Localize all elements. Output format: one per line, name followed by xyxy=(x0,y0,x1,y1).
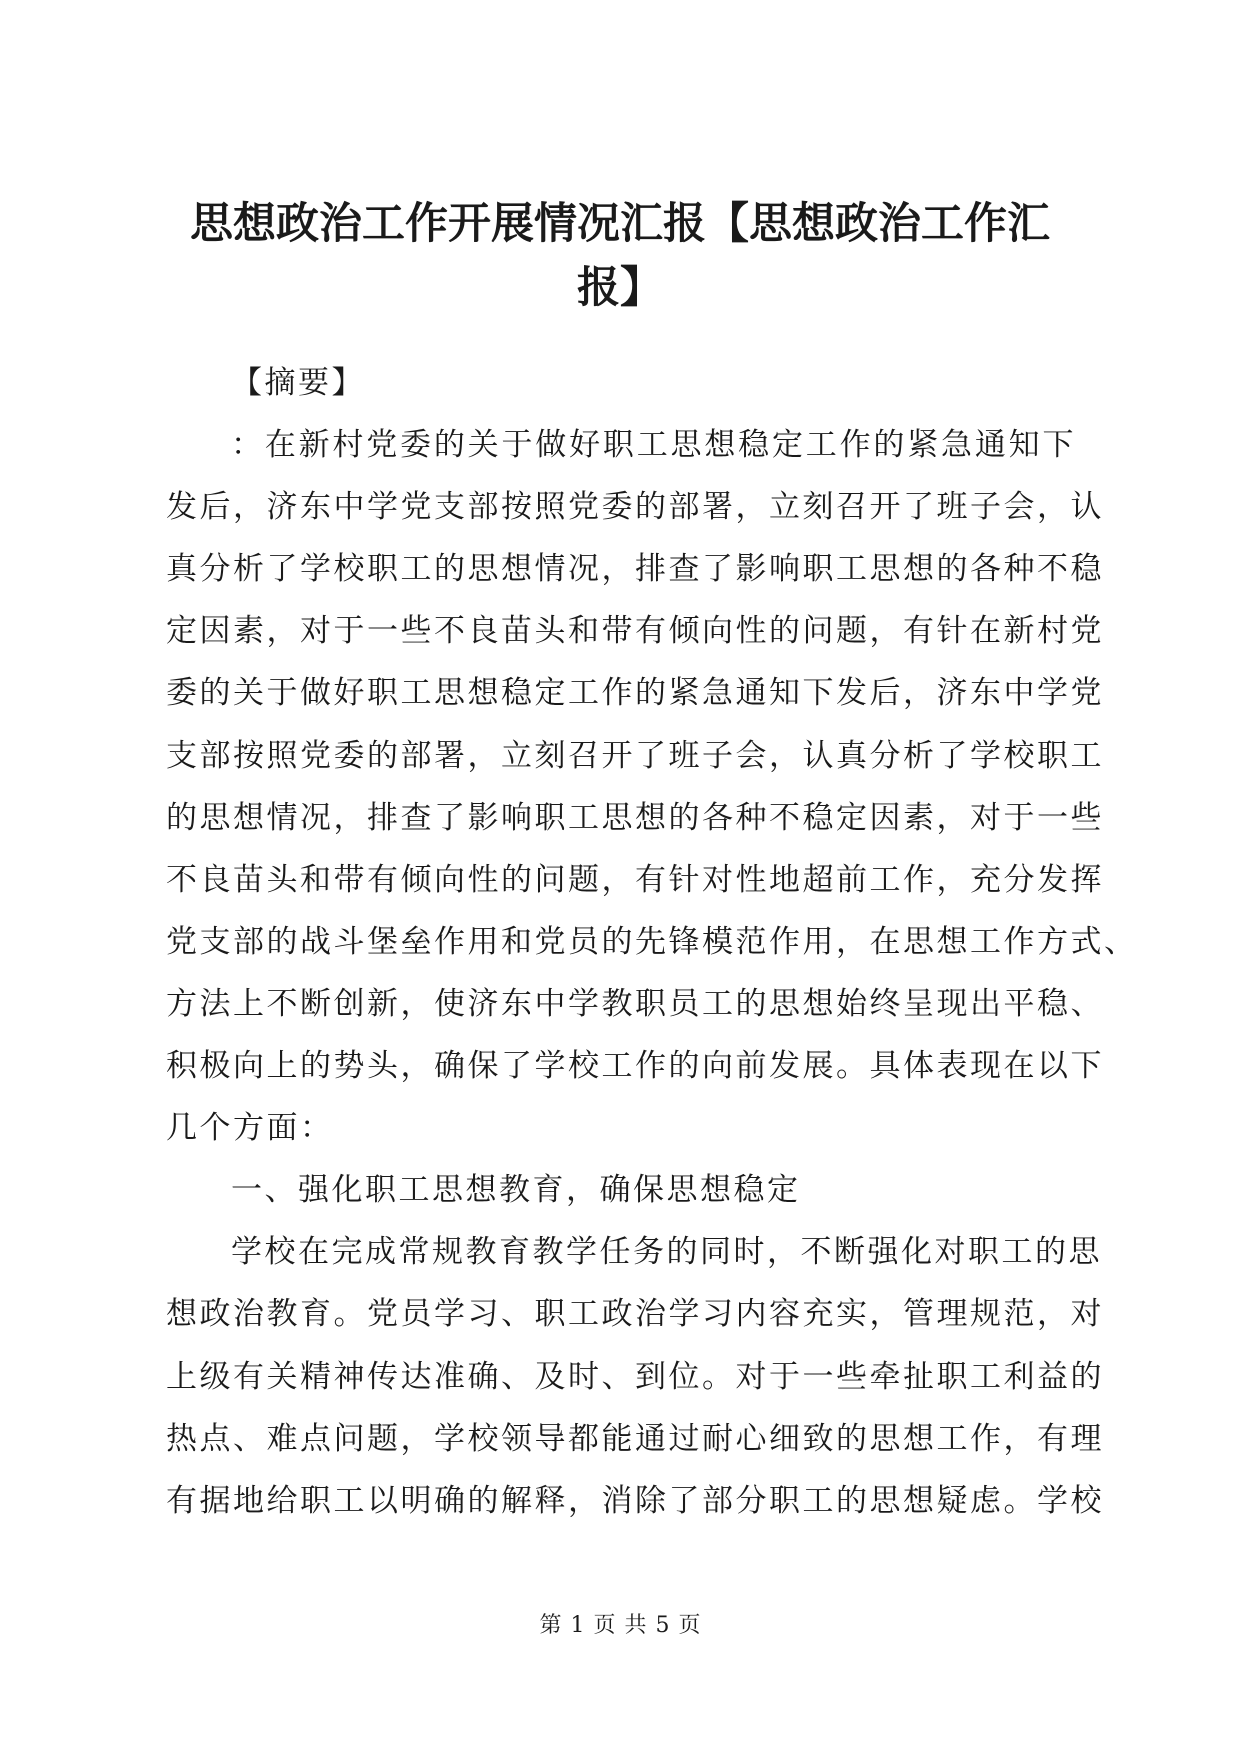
paragraph-line: 积极向上的势头，确保了学校工作的向前发展。具体表现在以下 xyxy=(166,1048,1104,1085)
paragraph-line: 真分析了学校职工的思想情况，排查了影响职工思想的各种不稳 xyxy=(166,551,1104,588)
paragraph-line: 上级有关精神传达准确、及时、到位。对于一些牵扯职工利益的 xyxy=(166,1358,1104,1395)
document-body xyxy=(166,352,1138,1532)
paragraph-line: 定因素，对于一些不良苗头和带有倾向性的问题，有针在新村党 xyxy=(166,613,1104,650)
paragraph-line: 热点、难点问题，学校领导都能通过耐心细致的思想工作，有理 xyxy=(166,1420,1104,1457)
paragraph-line: 学校在完成常规教育教学任务的同时，不断强化对职工的思 xyxy=(231,1234,1102,1271)
paragraph-line: 委的关于做好职工思想稳定工作的紧急通知下发后，济东中学党 xyxy=(166,675,1104,712)
abstract-heading: 【摘要】 xyxy=(231,365,365,401)
paragraph-line: 几个方面： xyxy=(166,1110,334,1147)
document-title xyxy=(150,192,1090,320)
title-line-1: 思想政治工作开展情况汇报【思想政治工作汇 xyxy=(190,199,1050,249)
page-footer: 第 1 页 共 5 页 xyxy=(539,1613,702,1638)
paragraph-line: 不良苗头和带有倾向性的问题，有针对性地超前工作，充分发挥 xyxy=(166,861,1104,898)
paragraph-line: 方法上不断创新，使济东中学教职员工的思想始终呈现出平稳、 xyxy=(166,985,1104,1022)
paragraph-line: 想政治教育。党员学习、职工政治学习内容充实，管理规范，对 xyxy=(166,1296,1104,1333)
paragraph-line: 发后，济东中学党支部按照党委的部署，立刻召开了班子会，认 xyxy=(166,489,1104,526)
paragraph-line: 党支部的战斗堡垒作用和党员的先锋模范作用，在思想工作方式、 xyxy=(166,923,1138,960)
section-heading: 一、强化职工思想教育，确保思想稳定 xyxy=(231,1172,801,1209)
paragraph-line: 有据地给职工以明确的解释，消除了部分职工的思想疑虑。学校 xyxy=(166,1482,1104,1519)
paragraph-line: 支部按照党委的部署，立刻召开了班子会，认真分析了学校职工 xyxy=(166,737,1104,774)
paragraph-line: 的思想情况，排查了影响职工思想的各种不稳定因素，对于一些 xyxy=(166,799,1104,836)
paragraph-line: ：在新村党委的关于做好职工思想稳定工作的紧急通知下 xyxy=(231,427,1076,464)
title-line-2: 报】 xyxy=(577,263,663,313)
